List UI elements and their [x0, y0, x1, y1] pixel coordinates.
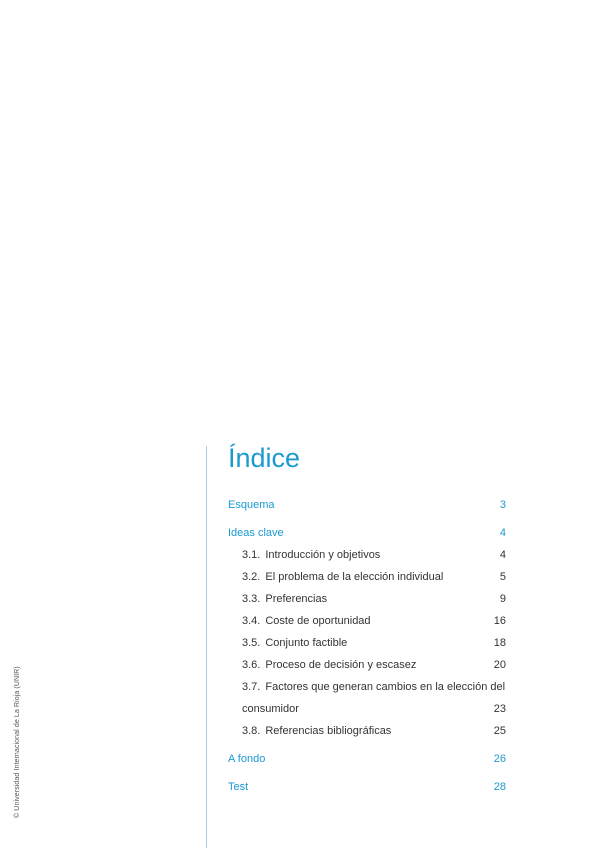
toc-entry-page: 4 — [499, 549, 506, 561]
toc-entry-3-1[interactable] — [228, 545, 506, 565]
toc-entry-number: 3.3. — [242, 593, 261, 605]
toc-entry-3-4[interactable] — [228, 611, 506, 631]
toc-entry-page: 26 — [493, 753, 506, 765]
toc-entry-label: A fondo — [228, 753, 266, 765]
copyright-notice: © Universidad Internacional de La Rioja (UNIR) — [14, 666, 21, 818]
toc-entry-3-3[interactable] — [228, 589, 506, 609]
vertical-divider — [206, 446, 207, 848]
toc-entry-page: 5 — [499, 571, 506, 583]
toc-entry-3-8[interactable] — [228, 721, 506, 741]
toc-entry-label: Proceso de decisión y escasez — [265, 659, 417, 671]
toc-entry-page: 25 — [493, 725, 506, 737]
toc-entry-page: 16 — [493, 615, 506, 627]
toc-entry-page: 9 — [499, 593, 506, 605]
toc-entry-3-2[interactable] — [228, 567, 506, 587]
toc-title: Índice — [228, 443, 301, 473]
toc-entry-number: 3.2. — [242, 571, 261, 583]
toc-entry-test[interactable] — [228, 777, 506, 797]
toc-entry-label: Introducción y objetivos — [265, 549, 381, 561]
toc-entry-number: 3.1. — [242, 549, 261, 561]
toc-entry-label: El problema de la elección individual — [265, 571, 444, 583]
toc-entry-page: 28 — [493, 781, 506, 793]
toc-entry-3-6[interactable] — [228, 655, 506, 675]
toc-entry-label: Esquema — [228, 499, 275, 511]
toc-entry-label: Conjunto factible — [265, 637, 348, 649]
toc-entry-number: 3.4. — [242, 615, 261, 627]
toc-entry-3-7[interactable] — [228, 677, 506, 697]
toc-entry-ideas-clave[interactable] — [228, 523, 506, 543]
toc-entry-3-7-continued[interactable] — [228, 699, 506, 719]
toc-entry-esquema[interactable] — [228, 495, 506, 515]
toc-entry-3-5[interactable] — [228, 633, 506, 653]
toc-entry-label: Ideas clave — [228, 527, 284, 539]
toc-entry-page: 4 — [499, 527, 506, 539]
toc-entry-number: 3.7. — [242, 681, 261, 693]
toc-entry-page: 3 — [499, 499, 506, 511]
toc-entry-label: Test — [228, 781, 249, 793]
toc-entry-label: Referencias bibliográficas — [265, 725, 392, 737]
toc-entry-page: 18 — [493, 637, 506, 649]
toc-entry-label: Preferencias — [265, 593, 328, 605]
toc-entry-number: 3.5. — [242, 637, 261, 649]
toc-entry-number: 3.6. — [242, 659, 261, 671]
toc-entry-a-fondo[interactable] — [228, 749, 506, 769]
toc-entry-label: consumidor — [242, 703, 299, 715]
toc-entry-page: 23 — [493, 703, 506, 715]
toc-entry-label: Factores que generan cambios en la elección del — [265, 681, 506, 693]
toc-entry-label: Coste de oportunidad — [265, 615, 371, 627]
toc-entry-number: 3.8. — [242, 725, 261, 737]
toc-entry-page: 20 — [493, 659, 506, 671]
